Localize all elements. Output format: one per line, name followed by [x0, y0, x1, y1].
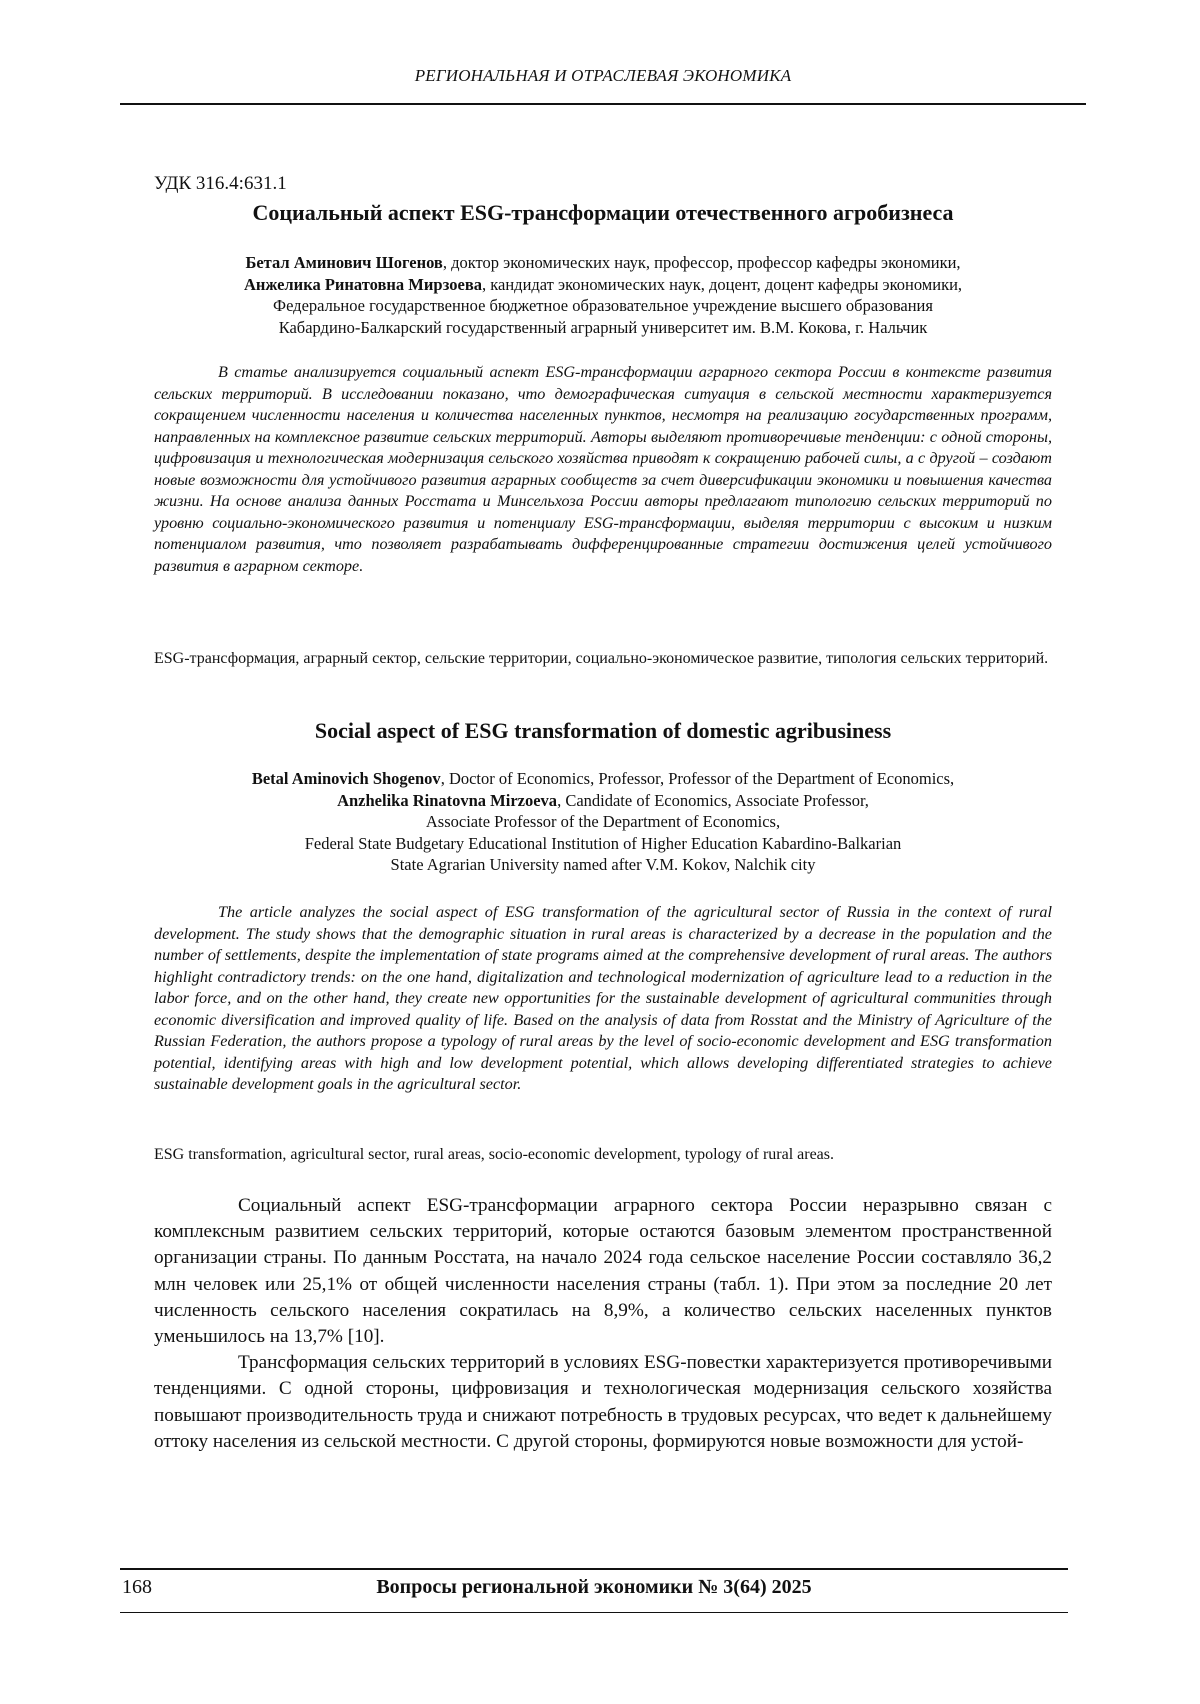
header-divider	[120, 103, 1086, 105]
running-title: РЕГИОНАЛЬНАЯ И ОТРАСЛЕВАЯ ЭКОНОМИКА	[414, 66, 792, 85]
keywords-ru: ESG-трансформация, аграрный сектор, сельские территории, социально-экономическое развитие, типология сельских территорий.	[154, 650, 1049, 667]
authors-block-ru	[140, 252, 1066, 338]
abstract-ru: В статье анализируется социальный аспект ESG-трансформации аграрного сектора России в контексте развития сельских территорий. В исследовании показано, что демографическая ситуация в сельской местности характеризуется сокращением численности населения и количества населенных пунктов, несмотря на реализацию государственных программ, направленных на комплексное развитие сельских территорий. Авторы выделяют противоречивые тенденции: с одной стороны, цифровизация и технологическая модернизация сельского хозяйства приводят к сокращению рабочей силы, а с другой – создают новые возможности для устойчивого развития аграрных сообществ за счет диверсификации экономики и повышения качества жизни. На основе анализа данных Росстата и Минсельхоза России авторы предлагают типологию сельских территорий по уровню социально-экономического развития и потенциалу ESG-трансформации, выделяя территории с высоким и низким потенциалом развития, что позволяет разрабатывать дифференцированные стратегии достижения целей устойчивого развития в аграрном секторе.	[154, 363, 1052, 575]
author-credentials: , кандидат экономических наук, доцент, доцент кафедры экономики,	[482, 274, 963, 294]
organization-line: State Agrarian University named after V.M. Kokov, Nalchik city	[390, 855, 816, 874]
author-name: Anzhelika Rinatovna Mirzoeva	[337, 790, 558, 810]
author-line-1	[140, 768, 1066, 790]
udc-code: УДК 316.4:631.1	[154, 173, 287, 194]
journal-name: Вопросы региональной экономики № 3(64) 2025	[376, 1576, 812, 1598]
article-title-ru: Социальный аспект ESG-трансформации отечественного агробизнеса	[252, 200, 954, 225]
organization-line: Федеральное государственное бюджетное образовательное учреждение высшего образования	[273, 296, 933, 315]
author-credentials: , Candidate of Economics, Associate Professor,	[557, 790, 869, 810]
author-name: Betal Aminovich Shogenov	[251, 769, 441, 788]
page-number: 168	[122, 1576, 152, 1598]
author-line-3: Associate Professor of the Department of Economics,	[425, 812, 781, 831]
footer-divider-bottom	[120, 1612, 1068, 1613]
author-name: Бетал Аминович Шогенов	[245, 253, 443, 272]
organization-line: Кабардино-Балкарский государственный аграрный университет им. В.М. Кокова, г. Нальчик	[278, 317, 928, 337]
body-paragraph: Трансформация сельских территорий в условиях ESG-повестки характеризуется противоречивыми тенденциями. С одной стороны, цифровизация и технологическая модернизация сельского хозяйства повышают производительность труда и снижают потребность в трудовых ресурсах, что ведет к дальнейшему оттоку населения из сельской местности. С другой стороны, формируются новые возможности для устой-	[154, 1352, 1052, 1452]
author-name: Анжелика Ринатовна Мирзоева	[243, 274, 482, 294]
keywords-en: ESG transformation, agricultural sector, rural areas, socio-economic development, typology of rural areas.	[154, 1146, 835, 1163]
authors-block-en	[140, 768, 1066, 876]
author-credentials: , доктор экономических наук, профессор, профессор кафедры экономики,	[442, 253, 961, 272]
article-body	[154, 1193, 1052, 1455]
author-line-2	[140, 274, 1066, 296]
author-line-2	[140, 790, 1066, 812]
organization-line: Federal State Budgetary Educational Institution of Higher Education Kabardino-Balkarian	[304, 833, 902, 853]
body-paragraph: Социальный аспект ESG-трансформации аграрного сектора России неразрывно связан с комплексным развитием сельских территорий, которые остаются базовым элементом пространственной организации страны. По данным Росстата, на начало 2024 года сельское население России составляло 36,2 млн человек или 25,1% от общей численности населения страны (табл. 1). При этом за последние 20 лет численность сельского населения сократилась на 8,9%, а количество сельских населенных пунктов уменьшилось на 13,7% [10].	[154, 1195, 1052, 1348]
author-line-1	[140, 252, 1066, 274]
footer-divider-top	[120, 1568, 1068, 1570]
abstract-en: The article analyzes the social aspect of ESG transformation of the agricultural sector of Russia in the context of rural development. The study shows that the demographic situation in rural areas is characterized by a decrease in the population and the number of settlements, despite the implementation of state programs aimed at the comprehensive development of rural areas. The authors highlight contradictory trends: on the one hand, digitalization and technological modernization of agriculture lead to a reduction in the labor force, and on the other hand, they create new opportunities for the sustainable development of agricultural communities through economic diversification and improved quality of life. Based on the analysis of data from Rosstat and the Ministry of Agriculture of the Russian Federation, the authors propose a typology of rural areas by the level of socio-economic development and ESG transformation potential, identifying areas with high and low development potential, which allows developing differentiated strategies to achieve sustainable development goals in the agricultural sector.	[154, 903, 1052, 1093]
article-title-en: Social aspect of ESG transformation of domestic agribusiness	[314, 718, 892, 743]
author-credentials: , Doctor of Economics, Professor, Professor of the Department of Economics,	[440, 769, 955, 788]
